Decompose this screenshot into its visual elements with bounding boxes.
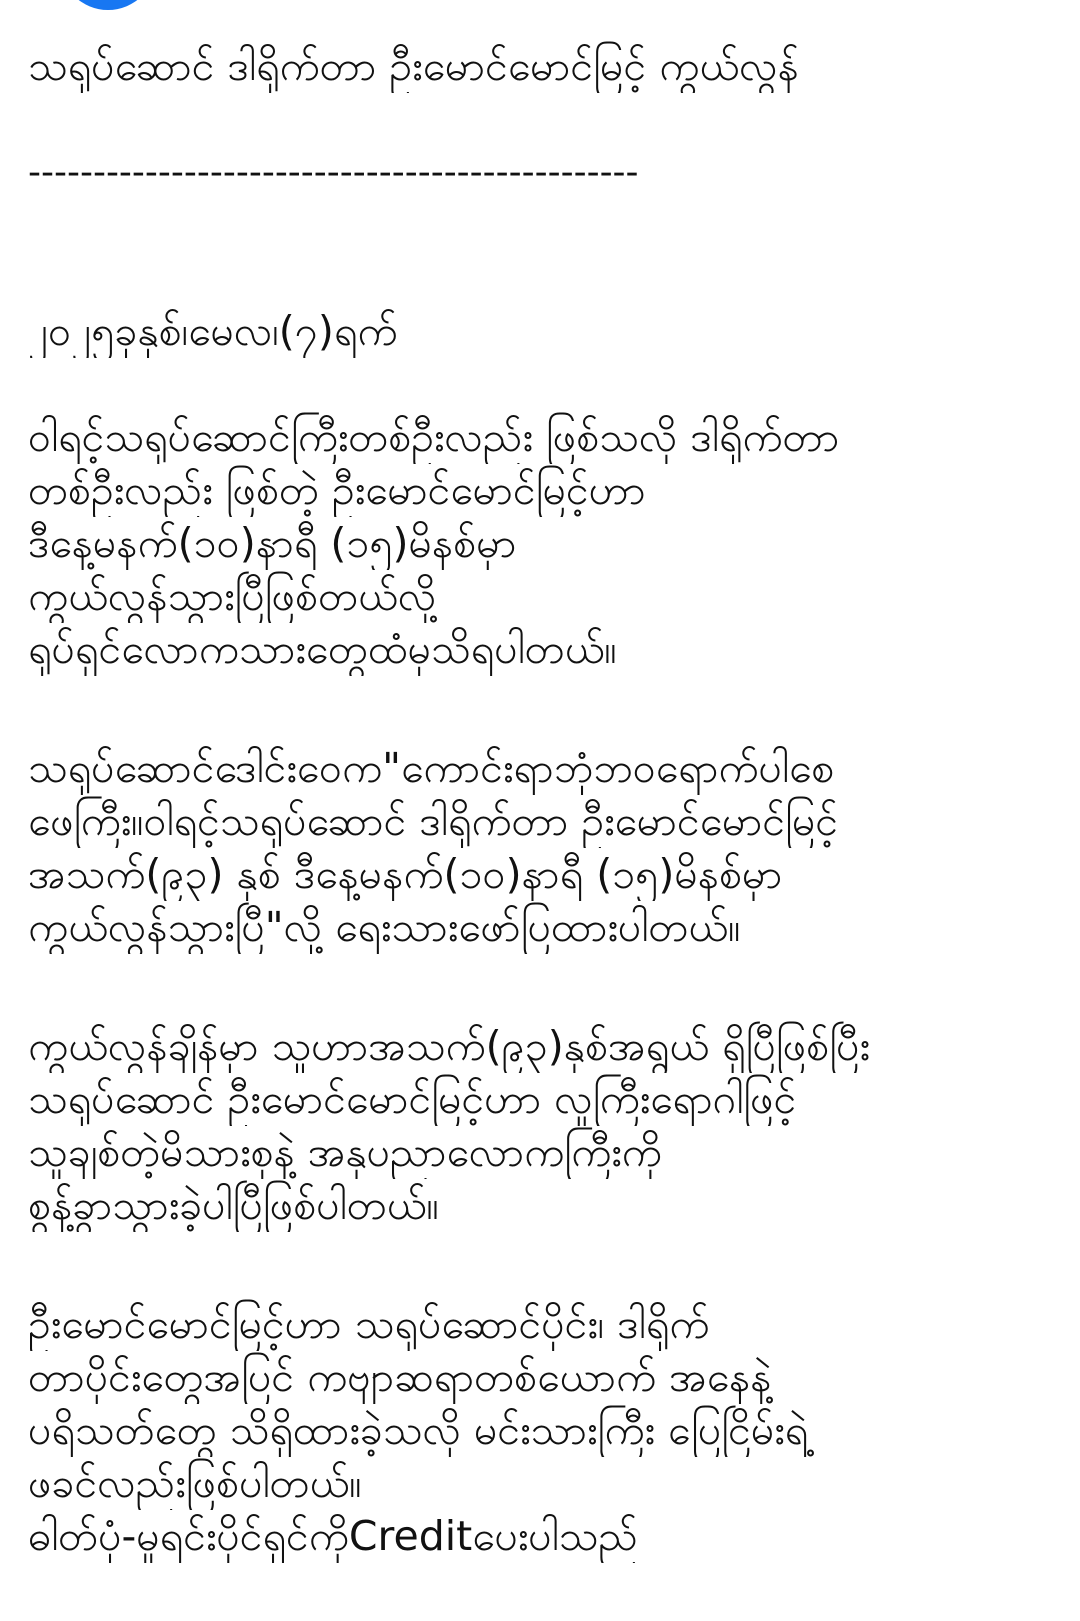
post-body [28,40,1058,1563]
paragraph-line: ရုပ်ရှင်လောကသားတွေထံမှသိရပါတယ်။ [28,625,617,673]
paragraph-line: အသက်(၉၃) နှစ် ဒီနေ့မနက်(၁၀)နာရီ (၁၅)မိနစ်မှာ [28,850,783,898]
paragraph-1 [28,411,1058,676]
paragraph-line: သရုပ်ဆောင်ဒေါင်းဝေက"ကောင်းရာဘုံဘဝရောက်ပါစေ [28,744,835,792]
paragraph-2 [28,742,1058,954]
paragraph-line: ဖခင်လည်းဖြစ်ပါတယ်။ [28,1459,362,1507]
paragraph-line: စွန့်ခွာသွားခဲ့ပါပြီဖြစ်ပါတယ်။ [28,1181,439,1229]
photo-credit: ဓါတ်ပုံ-မူရင်းပိုင်ရှင်ကိုCreditပေးပါသည် [28,1512,638,1560]
avatar[interactable] [60,0,156,10]
paragraph-line: ဝါရင့်သရုပ်ဆောင်ကြီးတစ်ဦးလည်း ဖြစ်သလို ဒါရိုက်တာ [28,413,840,461]
paragraph-line: တစ်ဦးလည်း ဖြစ်တဲ့ ဦးမောင်မောင်မြင့်ဟာ [28,466,646,514]
paragraph-4 [28,1298,1058,1563]
paragraph-line: ဒီနေ့မနက်(၁၀)နာရီ (၁၅)မိနစ်မှာ [28,519,517,567]
paragraph-line: တာပိုင်းတွေအပြင် ကဗျာဆရာတစ်ယောက် အနေနဲ့ [28,1353,772,1401]
paragraph-line: ဖေကြီး။ဝါရင့်သရုပ်ဆောင် ဒါရိုက်တာ ဦးမောင်မောင်မြင့် [28,797,839,845]
paragraph-line: ကွယ်လွန်သွားပြီ"လို့ ရေးသားဖော်ပြထားပါတယ်။ [28,903,741,951]
paragraph-3 [28,1020,1058,1232]
post-title: သရုပ်ဆောင် ဒါရိုက်တာ ဦးမောင်မောင်မြင့် ကွယ်လွန် [28,42,799,90]
divider: ----------------------------------------------- [28,152,639,193]
paragraph-line: သရုပ်ဆောင် ဦးမောင်မောင်မြင့်ဟာ လူကြီးရောဂါဖြင့် [28,1075,797,1123]
post-date: ၂၀၂၅ခုနှစ်၊မေလ၊(၇)ရက် [28,307,398,355]
paragraph-line: ကွယ်လွန်ချိန်မှာ သူဟာအသက်(၉၃)နှစ်အရွယ် ရှိပြီဖြစ်ပြီး [28,1022,870,1070]
paragraph-line: သူချစ်တဲ့မိသားစုနဲ့ အနုပညာလောကကြီးကို [28,1128,662,1176]
paragraph-line: ဦးမောင်မောင်မြင့်ဟာ သရုပ်ဆောင်ပိုင်း၊ ဒါရိုက် [28,1300,710,1348]
paragraph-line: ပရိသတ်တွေ သိရှိထားခဲ့သလို မင်းသားကြီး ပြေငြိမ်းရဲ့ [28,1406,809,1454]
paragraph-line: ကွယ်လွန်သွားပြီဖြစ်တယ်လို့ [28,572,437,620]
